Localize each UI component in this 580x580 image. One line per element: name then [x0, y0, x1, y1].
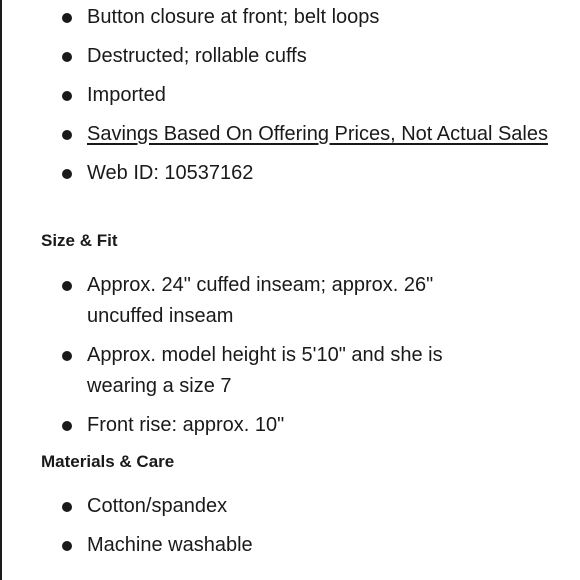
list-item-text: Button closure at front; belt loops: [87, 6, 380, 28]
savings-disclaimer-link[interactable]: Savings Based On Offering Prices, Not Actual Sales: [87, 123, 548, 145]
list-item: [2, 41, 580, 72]
list-item-text: Front rise: approx. 10": [87, 414, 285, 436]
list-item: [2, 530, 580, 561]
bullet-icon: [62, 130, 72, 140]
size-fit-list: [2, 270, 580, 441]
list-item-text: Destructed; rollable cuffs: [87, 45, 307, 67]
materials-care-list: [2, 491, 580, 561]
bullet-icon: [62, 169, 72, 179]
list-item-text: Imported: [87, 84, 166, 106]
bullet-icon: [62, 13, 72, 23]
bullet-icon: [62, 281, 72, 291]
list-item: [2, 491, 580, 522]
materials-care-heading: Materials & Care: [41, 452, 175, 471]
bullet-icon: [62, 91, 72, 101]
web-id-text: Web ID: 10537162: [87, 162, 254, 184]
list-item: [2, 158, 580, 189]
list-item-text: Cotton/spandex: [87, 495, 228, 517]
bullet-icon: [62, 502, 72, 512]
list-item: [2, 80, 580, 111]
list-item: [2, 410, 580, 441]
size-fit-heading: Size & Fit: [41, 231, 118, 250]
details-list: [2, 2, 580, 189]
list-item-text: Machine washable: [87, 534, 253, 556]
list-item: [2, 119, 580, 150]
bullet-icon: [62, 351, 72, 361]
list-item: [2, 2, 580, 33]
bullet-icon: [62, 541, 72, 551]
list-item: [2, 270, 580, 332]
list-item-text: Approx. 24" cuffed inseam; approx. 26" uncuffed inseam: [87, 274, 434, 327]
bullet-icon: [62, 421, 72, 431]
list-item: [2, 340, 580, 402]
bullet-icon: [62, 52, 72, 62]
list-item-text: Approx. model height is 5'10" and she is wearing a size 7: [87, 344, 443, 397]
